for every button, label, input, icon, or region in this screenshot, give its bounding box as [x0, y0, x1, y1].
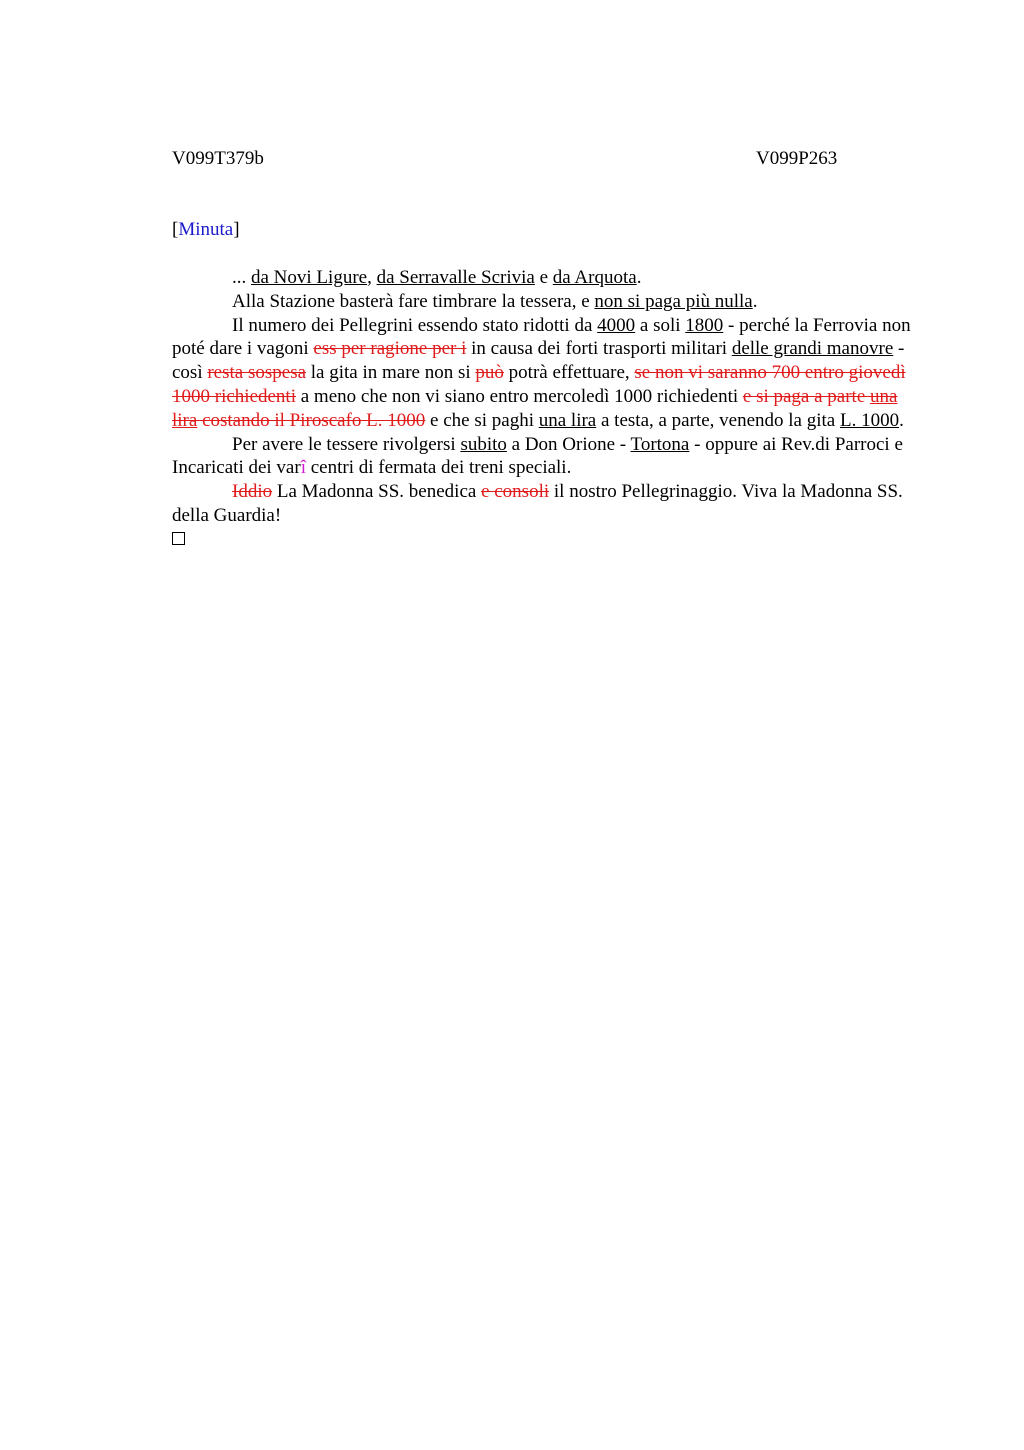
- tag-open-bracket: [: [172, 219, 179, 240]
- deleted-text: costando il Piroscafo L. 1000: [197, 409, 426, 431]
- text-run: .: [752, 290, 758, 312]
- text-run: a testa, a parte, venendo la gita: [596, 409, 840, 431]
- deleted-underlined-text: una lira: [172, 385, 898, 431]
- text-run: - così: [172, 338, 905, 384]
- text-run: - perché la Ferrovia non poté dare i vagoni: [172, 314, 911, 360]
- inserted-character: î: [300, 457, 306, 479]
- paragraph-1: [172, 266, 924, 290]
- deleted-text: se non vi saranno 700 entro giovedì 1000 richiedenti: [172, 362, 906, 407]
- text-run: ,: [367, 267, 377, 288]
- underlined-text: delle grandi manovre: [731, 338, 894, 360]
- text-run: Il numero dei Pellegrini essendo stato ridotti da: [232, 314, 598, 336]
- deleted-text: può: [475, 362, 504, 384]
- underlined-text: 1800: [685, 314, 724, 336]
- paragraph-5: [172, 480, 924, 528]
- draft-tag: [172, 218, 240, 241]
- text-run: .: [636, 267, 642, 288]
- deleted-text: e si paga a parte: [742, 385, 871, 407]
- text-run: centri di fermata dei treni speciali.: [305, 457, 572, 479]
- document-code-left: V099T379b: [172, 148, 264, 169]
- text-run: La Madonna SS. benedica: [272, 481, 482, 503]
- text-run: Per avere le tessere rivolgersi: [232, 433, 461, 455]
- text-run: .: [899, 409, 904, 431]
- text-run: ...: [232, 267, 251, 288]
- text-run: e: [534, 267, 553, 288]
- underlined-text: da Novi Ligure: [251, 267, 368, 288]
- tag-word: Minuta: [178, 219, 234, 240]
- paragraph-2: [172, 290, 924, 314]
- end-of-text-marker: [172, 528, 924, 552]
- text-run: a Don Orione -: [506, 433, 631, 455]
- document-code-right: V099P263: [756, 148, 838, 169]
- deleted-text: resta sospesa: [207, 362, 307, 384]
- underlined-text: Tortona: [630, 433, 690, 455]
- underlined-text: 4000: [597, 314, 636, 336]
- letter-body: [172, 266, 924, 552]
- paragraph-4: [172, 433, 924, 481]
- tag-close-bracket: ]: [233, 219, 240, 240]
- underlined-text: non si paga più nulla: [594, 290, 753, 312]
- deleted-text: e consoli: [481, 481, 550, 503]
- underlined-text: L. 1000: [839, 409, 900, 431]
- text-run: Alla Stazione basterà fare timbrare la tessera, e: [232, 290, 595, 312]
- deleted-text: Iddio: [232, 481, 273, 503]
- underlined-text: da Serravalle Scrivia: [376, 267, 535, 288]
- text-run: a soli: [635, 314, 686, 336]
- end-box-icon: [172, 532, 185, 545]
- text-run: potrà effettuare,: [503, 362, 635, 384]
- paragraph-3: [172, 314, 924, 433]
- text-run: il nostro Pellegrinaggio. Viva la Madonna SS. della Guardia!: [172, 481, 903, 526]
- text-run: e che si paghi: [425, 409, 539, 431]
- text-run: - oppure ai Rev.di Parroci e Incaricati dei var: [172, 433, 903, 479]
- deleted-text: ess per ragione per i: [313, 338, 467, 360]
- underlined-text: da Arquota: [552, 267, 637, 288]
- text-run: la gita in mare non si: [306, 362, 476, 384]
- text-run: in causa dei forti trasporti militari: [466, 338, 732, 360]
- text-run: a meno che non vi siano entro mercoledì 1000 richiedenti: [296, 385, 743, 407]
- underlined-text: una lira: [538, 409, 597, 431]
- underlined-text: subito: [460, 433, 507, 455]
